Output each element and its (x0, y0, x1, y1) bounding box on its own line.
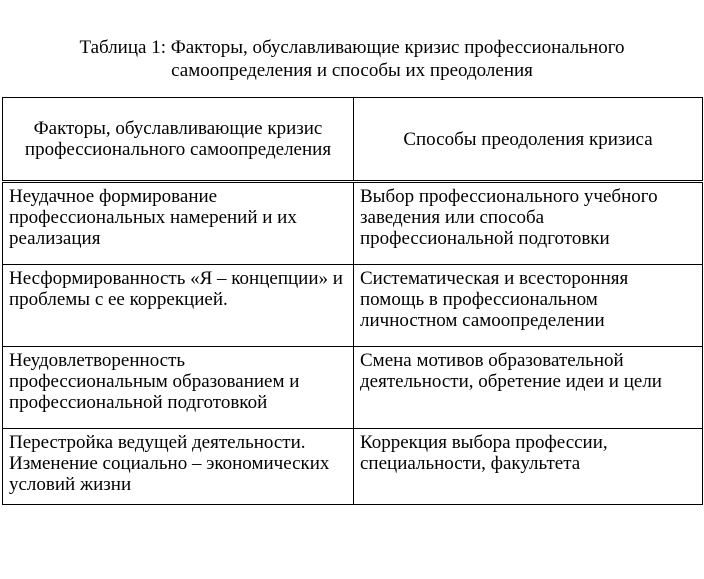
table-caption (0, 36, 704, 82)
factors-table (2, 97, 703, 505)
factor-cell: Несформированность «Я – концепции» и проблемы с ее коррекцией. (3, 265, 354, 347)
table-body (3, 182, 703, 505)
method-cell: Выбор профессионального учебного заведения или способа профессиональной подготовки (354, 182, 703, 265)
table-row (3, 265, 703, 347)
table-row (3, 347, 703, 429)
table-row (3, 182, 703, 265)
method-cell: Коррекция выбора профессии, специальности, факультета (354, 429, 703, 505)
header-factors: Факторы, обуславливающие кризис профессионального самоопределения (3, 98, 354, 182)
method-cell: Смена мотивов образовательной деятельности, обретение идеи и цели (354, 347, 703, 429)
header-methods: Способы преодоления кризиса (354, 98, 703, 182)
header-row (3, 98, 703, 182)
factor-cell: Перестройка ведущей деятельности. Изменение социально – экономических условий жизни (3, 429, 354, 505)
caption-line-1: Таблица 1: Факторы, обуславливающие кризис профессионального (79, 37, 625, 58)
factor-cell: Неудовлетворенность профессиональным образованием и профессиональной подготовкой (3, 347, 354, 429)
factor-cell: Неудачное формирование профессиональных намерений и их реализация (3, 182, 354, 265)
table-header (3, 98, 703, 182)
table-row (3, 429, 703, 505)
caption-line-2: самоопределения и способы их преодоления (171, 60, 533, 81)
method-cell: Систематическая и всесторонняя помощь в профессиональном личностном самоопределении (354, 265, 703, 347)
